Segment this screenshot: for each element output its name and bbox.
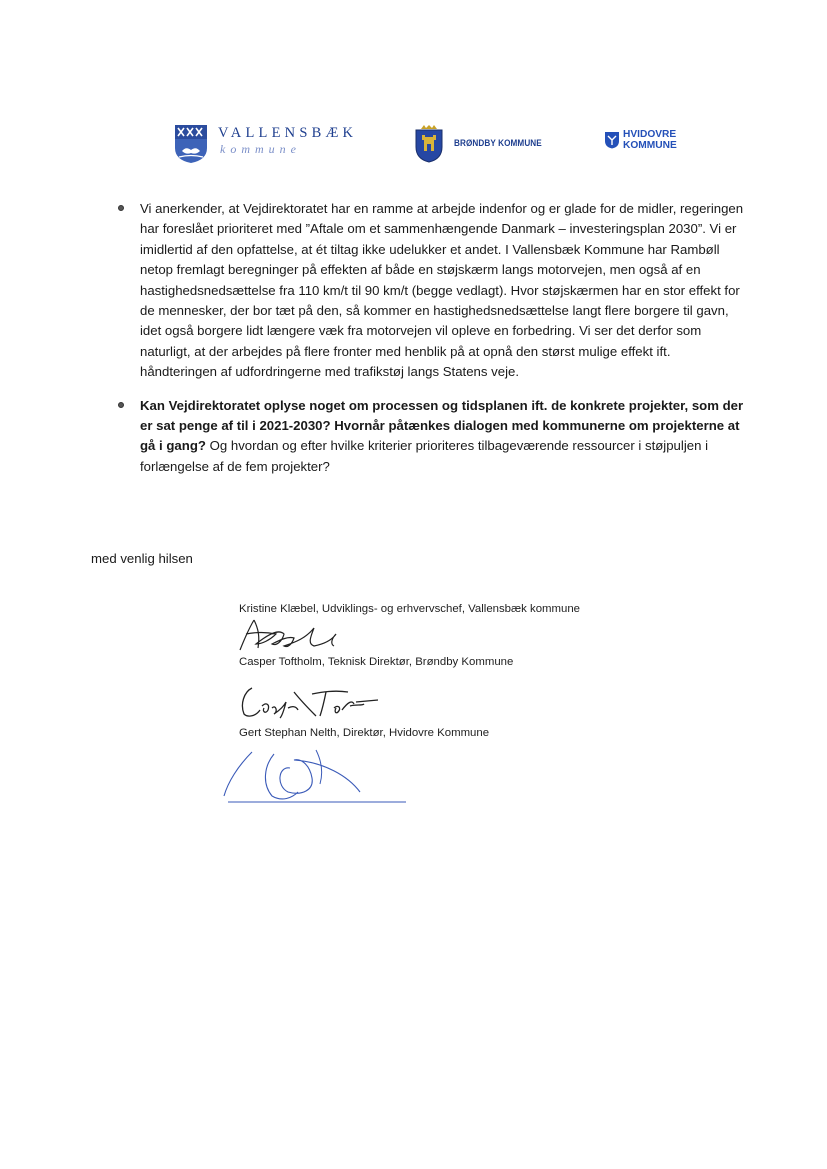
signatory-vallensbaek: Kristine Klæbel, Udviklings- og erhvervschef, Vallensbæk kommune xyxy=(239,603,581,615)
signature-vallensbaek xyxy=(236,614,356,654)
vallensbaek-logo-subtitle: kommune xyxy=(220,142,301,156)
signature-hvidovre xyxy=(220,740,420,806)
hvidovre-logo-line2: KOMMUNE xyxy=(623,139,677,151)
bullet-icon xyxy=(118,205,124,211)
hvidovre-logo-name xyxy=(623,130,677,151)
bullet-list xyxy=(118,199,748,477)
bullet-item-acknowledgement xyxy=(118,199,748,383)
vallensbaek-logo xyxy=(174,124,364,164)
bullet-item-question xyxy=(118,396,748,478)
bullet-question-bold: Kan Vejdirektoratet oplyse noget om processen og tidsplanen ift. de konkrete projekter, som der er sat penge af til i 2021-2030? Hvornår påtænkes dialogen med kommunerne om projekterne at gå i gang? xyxy=(140,397,744,454)
vallensbaek-logo-name: VALLENSBÆK xyxy=(218,125,358,141)
brondby-crest-icon xyxy=(414,125,444,163)
signature-brondby xyxy=(238,682,388,720)
closing-greeting: med venlig hilsen xyxy=(91,551,193,566)
bullet-icon xyxy=(118,402,124,408)
hvidovre-logo xyxy=(604,130,684,152)
hvidovre-logo-line1: HVIDOVRE xyxy=(623,129,677,140)
bullet-text: Vi anerkender, at Vejdirektoratet har en ramme at arbejde indenfor og er glade for de midler, regeringen har foreslået prioriteret med ”Aftale om et sammenhængende Danmark – investeringsplan 2030”. Vi er imidlertid af den opfattelse, at ét tiltag ikke udelukker et andet. I Vallensbæk Kommune har Rambøll netop fremlagt beregninger på effekten af både en støjskærm langs motorvejen, men også af en hastighedsnedsættelse fra 110 km/t til 90 km/t (begge vedlagt). Hvor støjskærmen har en stor effekt for de mennesker, der bor tæt på den, så kommer en hastighedsnedsættelse langt flere borgere til gavn, idet også borgere lidt længere væk fra motorvejen vil opleve en forbedring. Vi ser det derfor som naturligt, at der arbejdes på flere fronter med henblik på at opnå den størst mulige effekt ift. håndteringen af udfordringerne med trafikstøj langs Statens veje. xyxy=(140,201,744,380)
signatory-hvidovre: Gert Stephan Nelth, Direktør, Hvidovre Kommune xyxy=(239,727,490,739)
brondby-logo-name: BRØNDBY KOMMUNE xyxy=(454,138,542,149)
signatory-brondby: Casper Toftholm, Teknisk Direktør, Brøndby Kommune xyxy=(239,656,514,668)
brondby-logo xyxy=(414,125,544,163)
hvidovre-crest-icon xyxy=(604,131,620,149)
vallensbaek-crest-icon xyxy=(174,124,208,164)
bullet-question-text: Og hvordan og efter hvilke kriterier prioriteres tilbageværende ressourcer i støjpuljen i forlængelse af de fem projekter? xyxy=(140,438,709,474)
